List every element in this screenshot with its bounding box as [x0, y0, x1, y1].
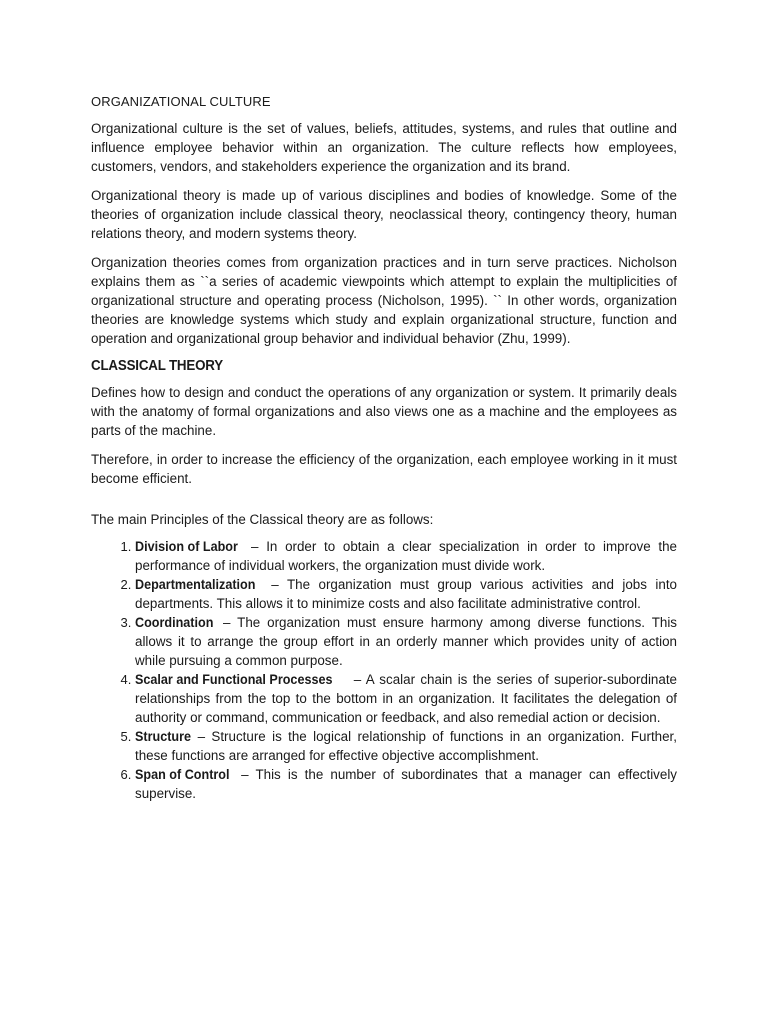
principle-text: – Structure is the logical relationship of functions in an organization. Further, these functions are arranged for effective objective accomplishment. [135, 729, 677, 763]
principle-text: – The organization must ensure harmony among diverse functions. This allows it to arrange the group effort in an orderly manner which provides unity of action while pursuing a common purpose. [135, 615, 677, 668]
list-item-principle [135, 727, 677, 765]
intro-paragraph-theory: Organizational theory is made up of various disciplines and bodies of knowledge. Some of the theories of organization include classical theory, neoclassical theory, contingency theory, human relations theory, and modern systems theory. [91, 188, 677, 241]
principle-term: Departmentalization [135, 576, 256, 592]
classical-paragraph-efficiency: Therefore, in order to increase the efficiency of the organization, each employee working in it must become efficient. [91, 452, 677, 486]
document-title: ORGANIZATIONAL CULTURE [91, 94, 271, 109]
principle-term: Span of Control [135, 766, 230, 782]
principle-text: – In order to obtain a clear specialization in order to improve the performance of individual workers, the organization must divide work. [135, 539, 677, 573]
principle-text: – This is the number of subordinates that a manager can effectively supervise. [135, 767, 677, 801]
list-item-principle [135, 670, 677, 727]
principle-term: Division of Labor [135, 538, 238, 554]
list-item-principle [135, 537, 677, 575]
paragraph-spacer [91, 498, 677, 510]
intro-paragraph-nicholson: Organization theories comes from organization practices and in turn serve practices. Nicholson explains them as ``a series of academic viewpoints which attempt to explain the multiplicities of organizational structure and operating process (Nicholson, 1995). `` In other words, organization theories are knowledge systems which study and explain organizational structure, function and operation and organizational group behavior and individual behavior (Zhu, 1999). [91, 255, 677, 346]
classical-paragraph-definition: Defines how to design and conduct the operations of any organization or system. It primarily deals with the anatomy of formal organizations and also views one as a machine and the employees as parts of the machine. [91, 385, 677, 438]
principle-text: – A scalar chain is the series of superior-subordinate relationships from the top to the bottom in an organization. It facilitates the delegation of authority or command, communication or feedback, and also remedial action or decision. [135, 672, 677, 725]
list-item-principle [135, 575, 677, 613]
principles-intro: The main Principles of the Classical theory are as follows: [91, 512, 434, 527]
principle-term: Scalar and Functional Processes [135, 671, 333, 687]
principle-term: Coordination [135, 614, 214, 630]
section-heading-classical-theory: CLASSICAL THEORY [91, 358, 223, 374]
principle-text: – The organization must group various activities and jobs into departments. This allows it to minimize costs and also facilitate administrative control. [135, 577, 677, 611]
intro-paragraph-culture: Organizational culture is the set of values, beliefs, attitudes, systems, and rules that outline and influence employee behavior within an organization. The culture reflects how employees, customers, vendors, and stakeholders experience the organization and its brand. [91, 121, 677, 174]
principles-list [91, 537, 677, 803]
list-item-principle [135, 613, 677, 670]
list-item-principle [135, 765, 677, 803]
principle-term: Structure [135, 728, 192, 744]
